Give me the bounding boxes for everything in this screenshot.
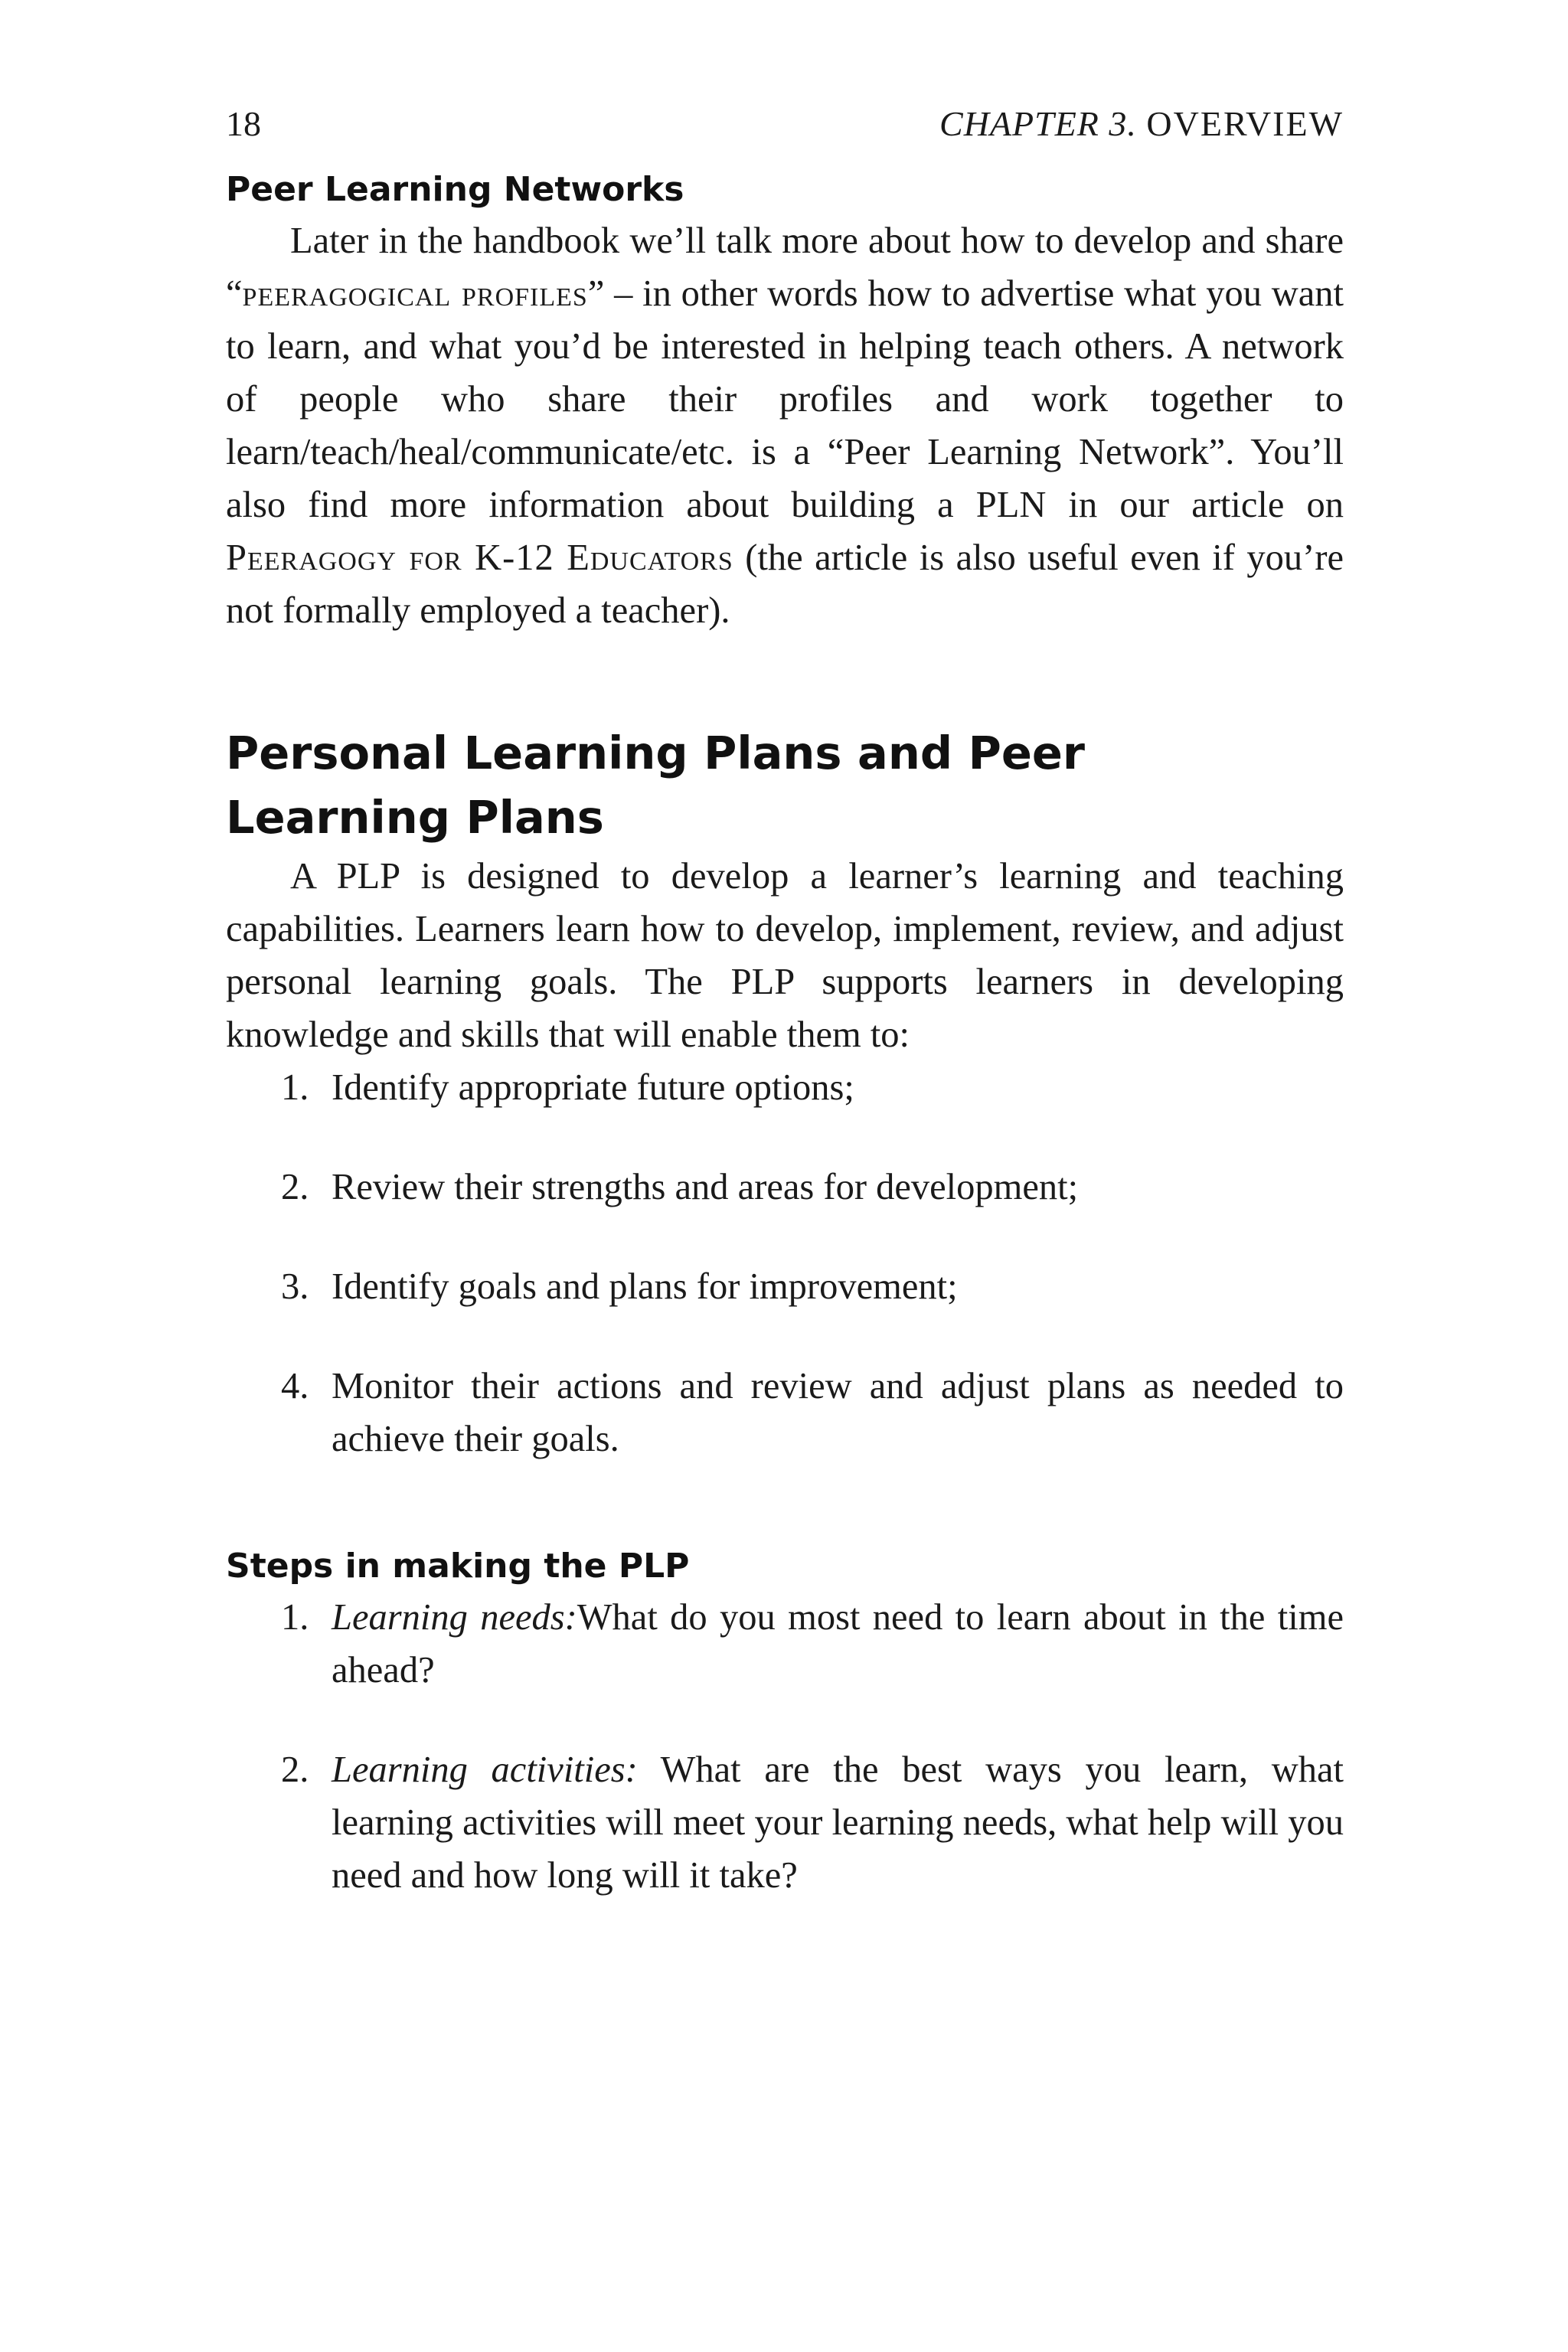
list-text: Identify appropriate future options; <box>332 1067 854 1108</box>
chapter-mark <box>939 100 1344 149</box>
step-text: What are the best ways you learn, what learning activities will meet your learning needs, what help will you need and how long will it take? <box>332 1749 1344 1896</box>
list-number: 2. <box>281 1167 309 1207</box>
step-label: Learning activities: <box>332 1749 638 1790</box>
list-text: Review their strengths and areas for development; <box>332 1167 1079 1207</box>
peeragogical-profiles-link[interactable]: peeragogical profiles <box>242 273 588 314</box>
paragraph-text-2: ” – in other words how to advertise what you want to learn, and what you’d be interested in helping teach others. A network of people who share their profiles and work together to learn/teach/heal/communicate/etc. is a “Peer Learning Network”. You’ll also find more information about building a PLN in our article on <box>226 273 1344 525</box>
list-number: 4. <box>281 1366 309 1406</box>
k12-educators-link[interactable]: Peeragogy for K-12 Educators <box>226 537 733 578</box>
page <box>226 100 1344 1902</box>
list-number: 1. <box>281 1597 309 1638</box>
steps-list <box>226 1591 1344 1902</box>
list-text: Monitor their actions and review and adjust plans as needed to achieve their goals. <box>332 1366 1344 1459</box>
plp-section-heading: Personal Learning Plans and Peer Learning Plans <box>226 727 1086 844</box>
running-head <box>226 100 1344 149</box>
plp-goals-list <box>226 1061 1344 1465</box>
paragraph-text-1: Later in the handbook we’ll talk more about how to develop and share “ <box>226 220 1344 314</box>
list-item <box>226 1260 1344 1313</box>
step-label: Learning needs: <box>332 1597 577 1638</box>
steps-heading: Steps in making the PLP <box>226 1547 690 1586</box>
list-number: 2. <box>281 1749 309 1790</box>
step-text: What do you most need to learn about in the time ahead? <box>332 1597 1344 1690</box>
page-number: 18 <box>226 104 261 143</box>
chapter-title: OVERVIEW <box>1146 104 1344 143</box>
peer-networks-heading: Peer Learning Networks <box>226 170 684 209</box>
list-item <box>226 1161 1344 1214</box>
chapter-label: CHAPTER 3. <box>939 104 1137 143</box>
list-item <box>226 1061 1344 1114</box>
paragraph-text-3: (the article is also useful even if you’re not formally employed a teacher). <box>226 537 1344 631</box>
list-item <box>226 1743 1344 1902</box>
peer-networks-paragraph <box>226 214 1344 637</box>
list-text: Identify goals and plans for improvement; <box>332 1266 958 1307</box>
list-number: 3. <box>281 1266 309 1307</box>
list-number: 1. <box>281 1067 309 1108</box>
plp-intro-paragraph: A PLP is designed to develop a learner’s learning and teaching capabilities. Learners learn how to develop, implement, review, and adjust personal learning goals. The PLP supports learners in developing knowledge and skills that will enable them to: <box>226 856 1344 1055</box>
list-item <box>226 1360 1344 1465</box>
list-item <box>226 1591 1344 1697</box>
